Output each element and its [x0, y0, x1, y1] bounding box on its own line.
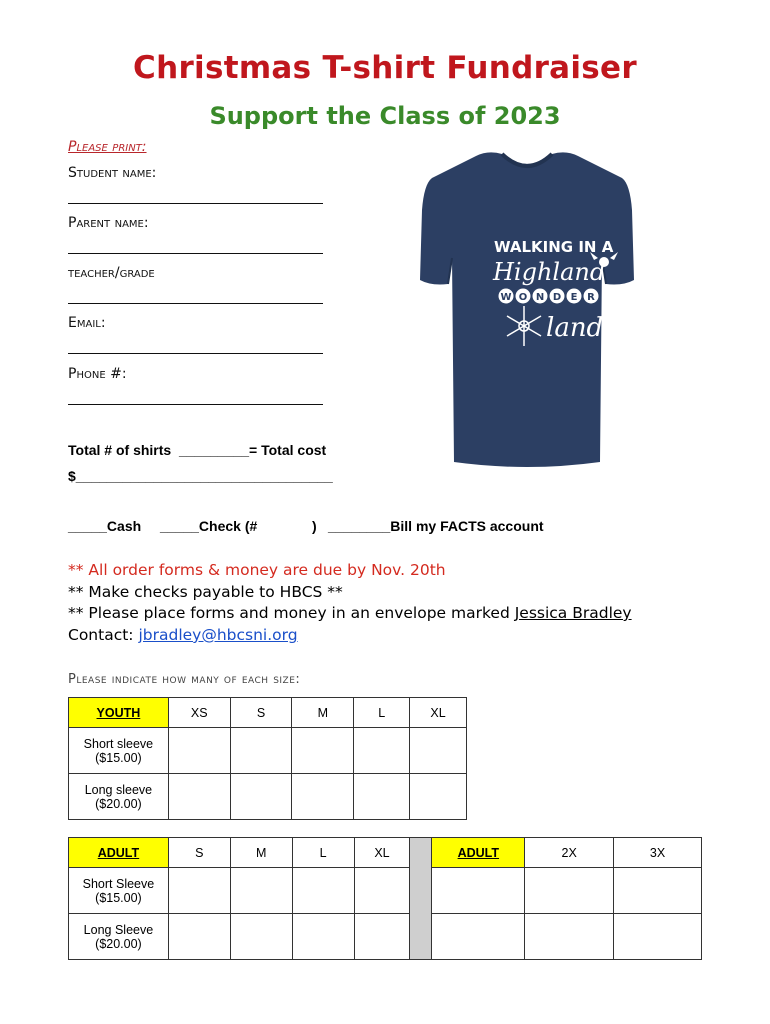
total-shirts-line[interactable]: Total # of shirts _________= Total cost: [68, 442, 327, 458]
youth-long-xs-cell[interactable]: [168, 774, 230, 820]
cash-option[interactable]: _____Cash: [68, 518, 142, 534]
youth-short-xl-cell[interactable]: [410, 728, 467, 774]
student-name-label: Student name:: [68, 165, 157, 181]
adult-long-2x-cell[interactable]: [525, 914, 614, 960]
shirt-text-line4: land: [546, 313, 604, 343]
youth-long-sleeve-label: [69, 774, 169, 820]
adult-size-3x: 3X: [614, 838, 702, 868]
adult-short-label-text: Short Sleeve: [82, 876, 155, 891]
adult-size-xl: XL: [354, 838, 410, 868]
wonder-letter: N: [535, 292, 545, 303]
youth-short-price: ($15.00): [95, 750, 142, 765]
adult-header-2: ADULT: [432, 838, 525, 868]
page-subtitle: Support the Class of 2023: [209, 102, 561, 130]
adult-short-2x-cell[interactable]: [525, 868, 614, 914]
adult-long-s-cell[interactable]: [168, 914, 230, 960]
adult-short-sleeve-label: [69, 868, 169, 914]
adult-long-xl-cell[interactable]: [354, 914, 410, 960]
youth-size-xl: XL: [410, 698, 467, 728]
adult-long-3x-cell[interactable]: [614, 914, 702, 960]
wonder-letter: E: [570, 292, 578, 303]
adult-header: ADULT: [69, 838, 169, 868]
student-name-line[interactable]: [68, 203, 323, 204]
adult-long-blank-cell[interactable]: [432, 914, 525, 960]
adult-size-table: [68, 837, 702, 960]
adult-size-l: L: [292, 838, 354, 868]
youth-size-xs: XS: [168, 698, 230, 728]
wonder-letter: D: [552, 292, 562, 303]
wonder-letter: O: [518, 292, 528, 303]
adult-long-price: ($20.00): [95, 936, 142, 951]
phone-label: Phone #:: [68, 366, 127, 382]
youth-short-label-text: Short sleeve: [83, 736, 154, 751]
youth-short-s-cell[interactable]: [230, 728, 292, 774]
adult-table-divider: [410, 838, 432, 960]
adult-short-s-cell[interactable]: [168, 868, 230, 914]
phone-line[interactable]: [68, 404, 323, 405]
email-label: Email:: [68, 315, 106, 331]
tshirt-image: [418, 150, 636, 470]
checks-note: ** Make checks payable to HBCS **: [68, 583, 343, 601]
contact-label: Contact:: [68, 626, 134, 644]
adult-long-sleeve-label: [69, 914, 169, 960]
youth-short-m-cell[interactable]: [292, 728, 354, 774]
facts-option[interactable]: ________Bill my FACTS account: [328, 518, 544, 534]
wonder-letter: R: [587, 292, 595, 303]
envelope-note: [68, 604, 632, 622]
envelope-prefix: ** Please place forms and money in an envelope marked: [68, 604, 515, 622]
tshirt-body: [420, 152, 634, 467]
adult-short-xl-cell[interactable]: [354, 868, 410, 914]
youth-long-xl-cell[interactable]: [410, 774, 467, 820]
parent-name-label: Parent name:: [68, 215, 149, 231]
envelope-name: Jessica Bradley: [514, 604, 632, 622]
check-option[interactable]: _____Check (#: [160, 518, 258, 534]
wonder-letter: W: [500, 292, 512, 303]
adult-size-s: S: [168, 838, 230, 868]
adult-long-l-cell[interactable]: [292, 914, 354, 960]
page-title: Christmas T-shirt Fundraiser: [133, 50, 637, 86]
please-print-label: Please print:: [68, 139, 147, 155]
parent-name-line[interactable]: [68, 253, 323, 254]
adult-short-l-cell[interactable]: [292, 868, 354, 914]
teacher-grade-label: teacher/grade: [68, 265, 155, 281]
youth-size-l: L: [354, 698, 410, 728]
total-cost-line[interactable]: $_________________________________: [68, 468, 333, 484]
youth-size-s: S: [230, 698, 292, 728]
shirt-text-line1: WALKING IN A: [494, 238, 614, 256]
due-date-note: ** All order forms & money are due by Nov. 20th: [68, 561, 446, 579]
youth-header: YOUTH: [69, 698, 169, 728]
youth-short-xs-cell[interactable]: [168, 728, 230, 774]
contact-line: [68, 626, 298, 644]
youth-long-m-cell[interactable]: [292, 774, 354, 820]
youth-long-s-cell[interactable]: [230, 774, 292, 820]
adult-long-label-text: Long Sleeve: [83, 922, 154, 937]
adult-short-3x-cell[interactable]: [614, 868, 702, 914]
adult-size-m: M: [230, 838, 292, 868]
teacher-grade-line[interactable]: [68, 303, 323, 304]
youth-short-sleeve-label: [69, 728, 169, 774]
adult-size-2x: 2X: [525, 838, 614, 868]
youth-long-label-text: Long sleeve: [84, 782, 153, 797]
contact-email-link[interactable]: jbradley@hbcsni.org: [138, 626, 298, 644]
youth-long-price: ($20.00): [95, 796, 142, 811]
adult-short-price: ($15.00): [95, 890, 142, 905]
check-close-paren: ): [312, 518, 317, 534]
email-line[interactable]: [68, 353, 323, 354]
size-prompt: Please indicate how many of each size:: [68, 672, 301, 687]
youth-short-l-cell[interactable]: [354, 728, 410, 774]
youth-long-l-cell[interactable]: [354, 774, 410, 820]
shirt-text-line2: Highland: [493, 258, 606, 286]
adult-short-m-cell[interactable]: [230, 868, 292, 914]
adult-short-blank-cell[interactable]: [432, 868, 525, 914]
youth-size-table: [68, 697, 467, 820]
adult-long-m-cell[interactable]: [230, 914, 292, 960]
youth-size-m: M: [292, 698, 354, 728]
